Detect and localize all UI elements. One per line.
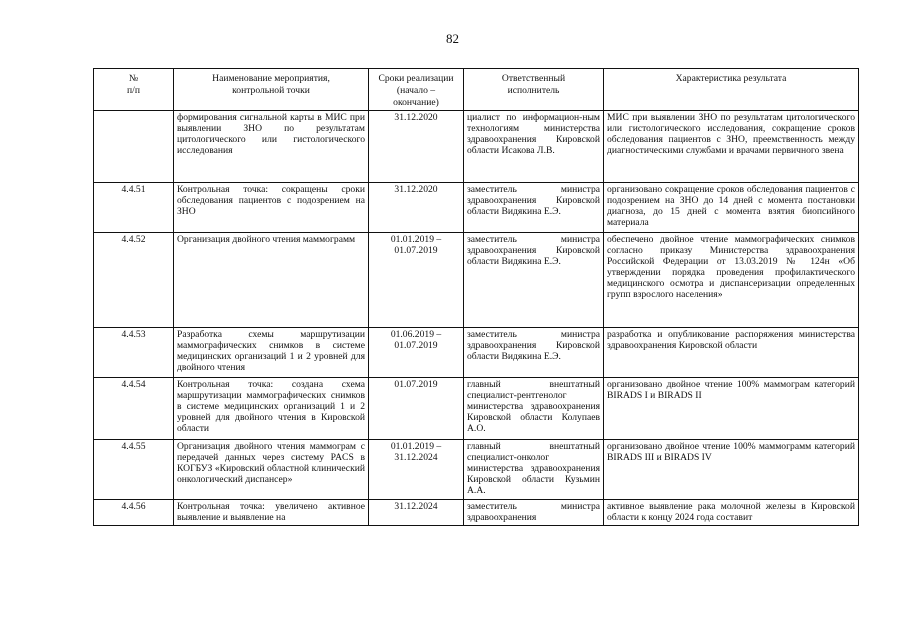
row-num: 4.4.53 (94, 328, 174, 378)
row-num: 4.4.54 (94, 378, 174, 440)
row-result: МИС при выявлении ЗНО по результатам цитологического или гистологического исследования, сокращение сроков обследования пациентов с ЗНО, преемственность между диагностическими службами и врачами первичного звена (604, 111, 859, 183)
row-num: 4.4.51 (94, 183, 174, 233)
text-line: Ответственный (501, 73, 566, 84)
text-line: 01.07.2019 (394, 245, 438, 257)
row-num: 4.4.55 (94, 440, 174, 500)
row-name: Организация двойного чтения маммограм с передачей данных через систему PACS в КОГБУЗ «Кировский областной клинический онкологический диспансер» (174, 440, 369, 500)
row-dates (369, 111, 464, 183)
row-dates (369, 378, 464, 440)
text-line: Наименование мероприятия, (212, 73, 330, 84)
row-name: Контрольная точка: увеличено активное выявление и выявление на (174, 500, 369, 526)
page-number: 82 (446, 31, 459, 46)
row-num (94, 111, 174, 183)
header-dates (369, 69, 464, 111)
table-row (94, 183, 859, 233)
text-line: п/п (127, 85, 140, 96)
table-row (94, 378, 859, 440)
header-responsible-text (467, 73, 600, 97)
text-line: 31.12.2024 (394, 452, 438, 464)
row-name: формирования сигнальной карты в МИС при выявлении ЗНО по результатам цитологического или гистологического исследования (174, 111, 369, 183)
row-responsible: циалист по информацион-ным технологиям министерства здравоохранения Кировской области Исакова Л.В. (464, 111, 604, 183)
header-name-text (177, 73, 365, 97)
row-responsible: заместитель министра здравоохранения Кировской области Видякина Е.Э. (464, 183, 604, 233)
table-row (94, 500, 859, 526)
header-responsible (464, 69, 604, 111)
text-line: исполнитель (507, 85, 560, 96)
header-result-text (607, 73, 855, 85)
table-row (94, 111, 859, 183)
row-dates (369, 440, 464, 500)
row-dates (369, 183, 464, 233)
text-line: 31.12.2020 (394, 184, 438, 195)
row-name: Разработка схемы маршрутизации маммографических снимков в системе медицинских организаций 1 и 2 уровней для двойного чтения (174, 328, 369, 378)
text-line: (начало – (396, 85, 436, 96)
row-result: организовано двойное чтение 100% маммограмм категорий BIRADS III и BIRADS IV (604, 440, 859, 500)
row-dates (369, 500, 464, 526)
row-result: организовано двойное чтение 100% маммограм категорий BIRADS I и BIRADS II (604, 378, 859, 440)
row-dates (369, 233, 464, 328)
text-line: 01.06.2019 – (390, 329, 442, 340)
row-result: организовано сокращение сроков обследования пациентов с подозрением на ЗНО до 14 дней с момента постановки диагноза, до 15 дней с момента взятия биопсийного материала (604, 183, 859, 233)
text-line: 01.07.2019 (394, 379, 438, 390)
text-line: 31.12.2020 (394, 112, 438, 123)
row-result: обеспечено двойное чтение маммографических снимков согласно приказу Министерства здравоохранения Российской Федерации от 13.03.2019 № 124н «Об утверждении порядка проведения профилактического медицинского осмотра и диспансеризации определенных групп взрослого населения» (604, 233, 859, 328)
header-dates-text (372, 73, 460, 109)
table-row (94, 328, 859, 378)
row-num: 4.4.52 (94, 233, 174, 328)
header-num (94, 69, 174, 111)
row-responsible: главный внештатный специалист-онколог министерства здравоохранения Кировской области Кузьмин А.А. (464, 440, 604, 500)
row-num: 4.4.56 (94, 500, 174, 526)
row-name: Контрольная точка: сокращены сроки обследования пациентов с подозрением на ЗНО (174, 183, 369, 233)
header-name (174, 69, 369, 111)
text-line: 31.12.2024 (394, 501, 438, 512)
header-result (604, 69, 859, 111)
text-line: окончание) (393, 97, 439, 108)
table-header-row (94, 69, 859, 111)
text-line: 01.01.2019 – (390, 441, 442, 452)
row-responsible: заместитель министра здравоохранения (464, 500, 604, 526)
table-row (94, 233, 859, 328)
row-responsible: заместитель министра здравоохранения Кировской области Видякина Е.Э. (464, 233, 604, 328)
row-name: Организация двойного чтения маммограмм (174, 233, 369, 328)
text-line: 01.01.2019 – (390, 234, 442, 245)
row-result: активное выявление рака молочной железы в Кировской области к концу 2024 года составит (604, 500, 859, 526)
header-num-text (97, 73, 170, 97)
text-line: контрольной точки (232, 85, 310, 96)
measures-table (93, 68, 859, 526)
text-line: 01.07.2019 (394, 340, 438, 352)
row-dates (369, 328, 464, 378)
row-name: Контрольная точка: создана схема маршрутизации маммографических снимков в системе медицинских организаций 1 и 2 уровней для двойного чтения в Кировской области (174, 378, 369, 440)
text-line: Сроки реализации (378, 73, 454, 84)
text-line: Характеристика результата (675, 73, 787, 84)
text-line: № (128, 73, 139, 84)
row-responsible: главный внештатный специалист-рентгенолог министерства здравоохранения Кировской области Колупаев А.О. (464, 378, 604, 440)
table-row (94, 440, 859, 500)
row-result: разработка и опубликование распоряжения министерства здравоохранения Кировской области (604, 328, 859, 378)
row-responsible: заместитель министра здравоохранения Кировской области Видякина Е.Э. (464, 328, 604, 378)
